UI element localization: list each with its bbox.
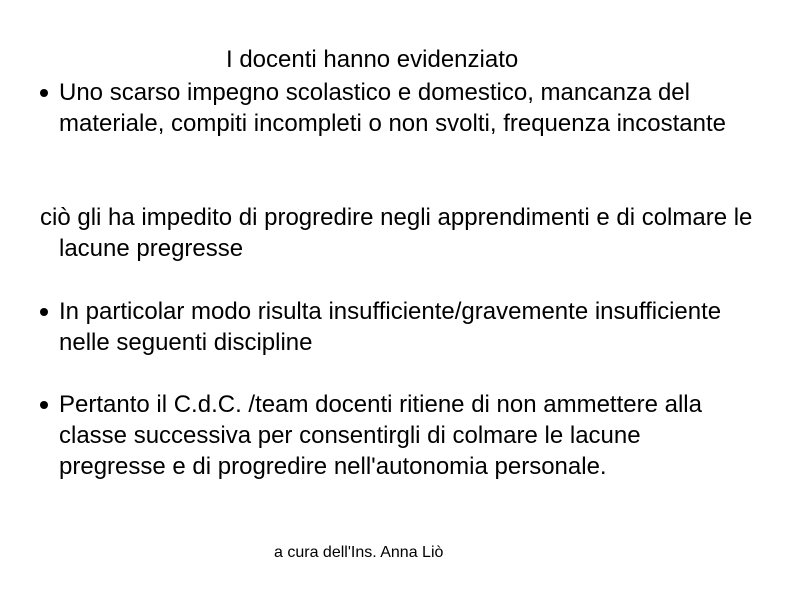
bullet-icon [40, 89, 48, 97]
bullet-item-3 [40, 389, 760, 482]
bullet-text: Uno scarso impegno scolastico e domestico, mancanza del materiale, compiti incompleti o non svolti, frequenza incostante [59, 79, 727, 137]
paragraph-text: ciò gli ha impedito di progredire negli apprendimenti e di colmare le lacune pregresse [40, 204, 753, 262]
bullet-text: In particolar modo risulta insufficiente/gravemente insufficiente nelle seguenti discipline [59, 298, 722, 356]
bullet-icon [40, 401, 48, 409]
slide-title: I docenti hanno evidenziato [226, 46, 519, 73]
footer-credit: a cura dell'Ins. Anna Liò [274, 544, 444, 561]
bullet-item-2 [40, 296, 760, 358]
bullet-icon [40, 308, 48, 316]
bullet-text: Pertanto il C.d.C. /team docenti ritiene di non ammettere alla classe successiva per consentirgli di colmare le lacune pregresse e di progredire nell'autonomia personale. [59, 391, 702, 480]
paragraph [40, 202, 760, 264]
bullet-item-1 [40, 77, 760, 139]
